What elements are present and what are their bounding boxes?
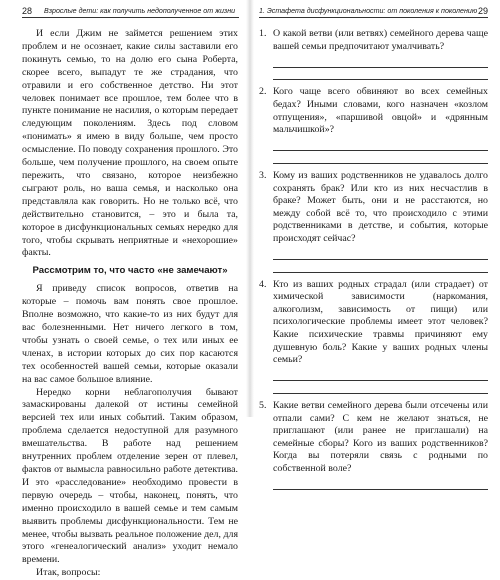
left-running-title: Взрослые дети: как получить недополученное от жизни: [44, 7, 236, 15]
paragraph: И если Джим не займется решением этих проблем и не осознает, какие силы заставили его покинуть семью, то на долю его сына Роберта, скорее всего, выпадут те же страдания, что отравили и его собственное детство. Ни этот человек понимает все прошлое, тем более что в пункте понимание не насилия, о которым передает следующим поколениям. Здесь под словом «понимать» я имею в виду больше, чем просто осмысление. По поводу сохранения прошлого. Это больше, чем получение прошлого, на своем опыте пережить, что связано, которое неизбежно сыграют роль, но ваша семья, и насколько она представляла как говорить. Но не только всё, что действительно становится, – это и была та, которое в дисфункциональных семьях нередко для того, чтобы скрывать неприятные и «нехорошие» факты.: [22, 28, 238, 259]
answer-line: [273, 369, 488, 382]
right-page-header: [259, 5, 488, 17]
answer-lines: [273, 478, 488, 491]
question-number: 3.: [259, 169, 267, 181]
question-number: 1.: [259, 28, 267, 39]
right-page: [251, 0, 500, 474]
left-page: [0, 0, 249, 579]
answer-line: [273, 381, 488, 394]
question-number: 4.: [259, 278, 267, 290]
question-text: Какие ветви семейного дерева были отсечены или отпали сами? С кем не желают знаться, не приглашают (или ранее не приглашали) на семейные сборы? Кого из ваших родственников? Когда вы потеряли связь с родными по собственной воле?: [273, 400, 488, 474]
question-text: Кого чаще всего обвиняют во всех семейных бедах? Иными словами, кого назначен «козлом отпущения», «паршивой овцой» и «дрянным мальчишкой»?: [273, 86, 488, 136]
answer-line: [273, 260, 488, 273]
answer-lines: [273, 248, 488, 273]
answer-line: [273, 248, 488, 261]
right-page-number: 29: [477, 6, 488, 16]
paragraph: Я приведу список вопросов, ответив на которые – помочь вам понять свое прошлое. Вполне возможно, что какие-то из них будут для вас болезненными. Нет ничего легкого в том, чтобы узнать о своей семье, о тех или иных ее членах, в истории которых до сих пор касаются тех особенностей вашей семьи, которые оказали на вас самое большое влияние.: [22, 283, 238, 385]
answer-line: [273, 151, 488, 164]
question-text: Кому из ваших родственников не удавалось долго сохранять брак? Или кто из них несчастлив в браке? Может быть, они и не расстаются, но между собой всё то, что происходило с этими родственниками в детстве, и события, которые происходят сейчас?: [273, 169, 488, 244]
answer-line: [273, 139, 488, 152]
section-heading: Рассмотрим то, что часто «не замечают»: [32, 265, 228, 277]
left-page-number: 28: [22, 6, 33, 16]
question-text: О какой ветви (или ветвях) семейного дерева чаще вашей семьи предпочитают умалчивать?: [273, 28, 488, 52]
paragraph: Нередко корни неблагополучия бывают замаскированы далекой от истины семейной версией тех или иных событий. Таким образом, проблема сделается недоступной для разумного вмешательства. В работе над решением внутренних проблем отделение зерен от плевел, фактов от вымысла равносильно работе детектива. И это «расследование» необходимо провести в первую очередь – чтобы, наконец, понять, что именно происходило в вашей семье и тем самым выявить проблемы дисфункциональности. Тем не менее, чтобы вызвать реальное положение дел, для этого «генеалогический анализ» уходит немало времени.: [22, 386, 238, 566]
question-number: 5.: [259, 400, 267, 412]
question-item: [259, 86, 488, 136]
answer-lines: [273, 369, 488, 394]
question-text: Кто из ваших родных страдал (или страдает) от химической зависимости (наркомания, алкоголизм, зависимость от пищи) или психологические проблемы имеет этот человек? Какие психические травмы причиняют ему душевную боль? Какие у ваших родных члены семьи?: [273, 278, 488, 366]
answer-line: [273, 478, 488, 491]
right-header-rule: [259, 17, 488, 18]
paragraph: Итак, вопросы:: [36, 567, 101, 579]
answer-line: [273, 68, 488, 81]
question-item: [259, 279, 488, 367]
question-item: [259, 170, 488, 246]
answer-line: [273, 55, 488, 68]
right-running-title: 1. Эстафета дисфункциональности: от поколения к поколению: [259, 7, 478, 15]
left-page-header: [22, 5, 239, 17]
left-header-rule: [22, 17, 239, 18]
question-number: 2.: [259, 86, 267, 98]
question-item: [259, 400, 488, 476]
left-body-text: [22, 28, 238, 580]
answer-lines: [273, 139, 488, 164]
answer-lines: [273, 55, 488, 80]
question-list: [259, 28, 488, 490]
question-item: [259, 28, 488, 53]
